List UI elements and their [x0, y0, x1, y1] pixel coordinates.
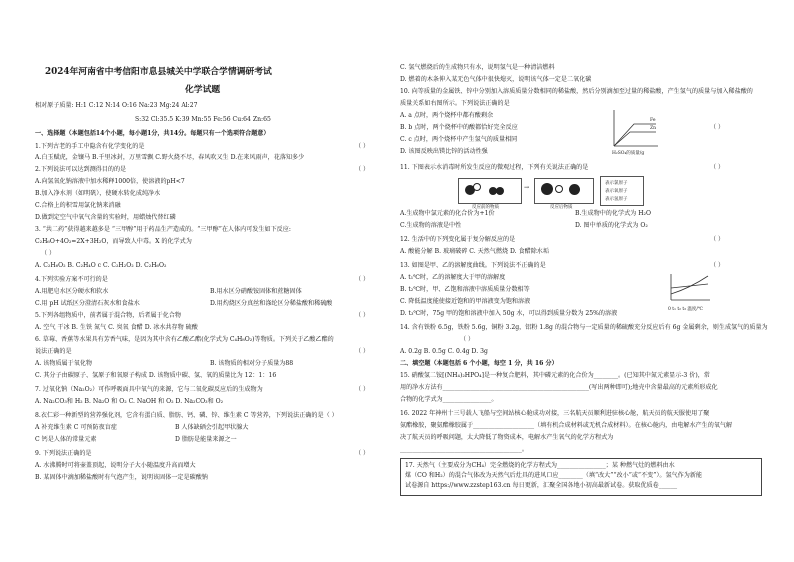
q12: 12. 生活中的下列变化属于复分解反应的是 — [400, 236, 516, 243]
q17-box — [400, 458, 762, 496]
q4-bracket: （ ） — [355, 276, 370, 283]
paper-title: 2024年河南省中考信阳市息县城关中学联合学情调研考试 — [45, 67, 272, 77]
q10-line2: 质量关系如右图所示。下列说法正确的是 — [400, 100, 510, 107]
q10-bracket: （ ） — [710, 124, 725, 131]
q6-option-cd: C. 其分子由碳原子、氢原子和氧原子构成 D. 该物质中碳、氢、氧的质量比为 12：1：16 — [35, 372, 277, 379]
q1: 1.下列古老的手工中隐含有化学变化的是 — [35, 143, 145, 150]
q2-option-a: A.向氢氧化钠溶液中加水稀释1000倍，使溶液的pH<7 — [35, 178, 185, 185]
q14-options: A. 0.2g B. 0.5g C. 0.4g D. 3g — [400, 348, 488, 355]
q10-option-b: B. b 点时，两个烧杯中的酸都恰好完全反应 — [400, 124, 518, 131]
q4: 4.下列实验方案不可行的是 — [35, 276, 108, 283]
q9-option-b: B. 某固体中滴加稀盐酸时有气泡产生，说明该固体一定是碳酸钠 — [35, 474, 208, 481]
q2-bracket: （ ） — [355, 166, 370, 173]
q11-legend-h: 表示氢原子 — [605, 197, 628, 202]
q6-bracket: （ ） — [355, 348, 370, 355]
q13-option-c: C. 降低温度能使接近饱和的甲溶液变为饱和溶液 — [400, 298, 531, 305]
q12-options: A. 酸能分解 B. 玻璃破碎 C. 天然气燃烧 D. 食醋除水垢 — [400, 248, 549, 255]
q6-option-b: B. 该物质的相对分子质量为88 — [210, 360, 294, 367]
q4-option-c: C.用 pH 试纸区分澄清石灰水和食盐水 — [35, 300, 140, 307]
q16-line3: 决了航天员的呼吸问题，太大降低了物资成本，电解水产生氧气的化学方程式为 — [400, 434, 614, 441]
q1-options: A.白玉赋虎，金镶马 B.千里冰封，万里雪飘 C.野火烧不尽，春风吹又生 D.在来风雨声，花落知多少 — [35, 154, 305, 161]
q13-option-d: D. t₃℃时，75g 甲的饱和溶液中加入 50g 水，可以得到质量分数为 25%的溶液 — [400, 310, 618, 317]
q9-bracket: （ ） — [355, 450, 370, 457]
q11-product-box — [534, 178, 594, 204]
q2-option-c: C.合格上的积雪用氯化钠来消融 — [35, 202, 121, 209]
q8-option-d: D 脂肪是能量来源之一 — [175, 436, 237, 443]
q15: 15. 硝酸氢二铵[(NH₄)₂HPO₄]是一种复合肥料，其中磷元素的化合价为________。(已知其中氮元素显示-3 价)，常 — [400, 372, 710, 379]
q14-bracket: （ ） — [460, 336, 475, 343]
q13-option-a: A. t₁℃时，乙的溶解度大于甲的溶解度 — [400, 274, 506, 281]
q15-line2: 用的净水方法有________________________________________________(写出两种即可);地壳中含量最高的元素所形成化 — [400, 384, 718, 391]
q13: 13. 如图是甲、乙的溶解度曲线。下列说法不正确的是 — [400, 262, 546, 269]
q11-option-b: B.生成物中的化学式为 H₂O — [575, 210, 651, 217]
atomic-masses-2: S:32 Cl:35.5 K:39 Mn:55 Fe:56 Cu:64 Zn:65 — [135, 116, 271, 123]
paper-subtitle: 化学试题 — [185, 85, 221, 95]
q15-line3: 合物的化学式为________________。 — [400, 396, 498, 403]
q11-caption-reactant: 反应前的物质 — [472, 205, 499, 210]
q9-option-d: D. 燃着的木条伸入某无色气体中很快熄灭，说明该气体一定是二氧化碳 — [400, 76, 592, 83]
q11-bracket: （ ） — [710, 164, 725, 171]
q10-figure — [610, 108, 660, 154]
q11-legend-o: 表示氧原子 — [605, 189, 628, 194]
section2-heading: 二、填空题（本题包括 6 个小题，每空 1 分，共 16 分） — [400, 360, 558, 367]
q10: 10. 向等质量的金属铁、锌中分别加入溶质质量分数相同的稀盐酸，然后分别滴加至过量的稀盐酸，产生氢气的质量与加入稀盐酸的 — [400, 88, 753, 95]
q4-option-a: A.用肥皂水区分硬水和软水 — [35, 288, 109, 295]
q7: 7. 过氧化钠（Na₂O₂）可作呼吸面具中氧气的来源，它与二氧化碳反应后的生成物为 — [35, 386, 263, 393]
q16: 16. 2022 年神州十三号载人飞船与空间站核心舱成功对接，三名航天员顺利进驻核心舱，航天员的航天服使用了聚 — [400, 410, 710, 417]
q10-figure-xlabel: H₂SO₄的质量/g — [612, 151, 645, 156]
q10-option-d: D. 该图反映出镁比锌的活动性强 — [400, 148, 488, 155]
q5: 5.下列各组物质中，前者属于混合物，后者属于化合物 — [35, 312, 181, 319]
q8: 8.衣仁彩一种新型的营养强化剂，它含有蛋白质、脂肪、钙、磷、锌、维生素 C 等营养，下列说法正确的是（ ） — [35, 412, 338, 419]
q10-figure-zn: Zn — [650, 126, 657, 131]
q11-caption-product: 反应后物质 — [550, 205, 573, 210]
q11-arrow: → — [524, 184, 530, 191]
q10-option-c: C. c 点时，两个烧杯中产生氢气的质量相同 — [400, 136, 518, 143]
q4-option-b: B.用水区分硝酸铵固体和蔗糖固体 — [210, 288, 302, 295]
q13-bracket: （ ） — [710, 262, 725, 269]
q8-option-b: B 人体缺硒会引起甲状腺大 — [175, 424, 249, 431]
q3-options: A. C₂H₆O₂ B. C₂H₄O c C. C₂H₂O₂ D. C₂H₆O₂ — [35, 262, 167, 269]
q17: 17. 天然气（主要成分为CH₄）完全燃烧的化学方程式为________________；某 种燃气灶的燃料由水 — [405, 462, 675, 469]
q5-bracket: （ ） — [355, 312, 370, 319]
q5-options: A. 空气 干冰 B. 生铁 氮气 C. 臭氧 食醋 D. 冰水共存物 硫酸 — [35, 324, 198, 331]
q8-option-a: A 补充维生素 C 可预防夜盲症 — [35, 424, 117, 431]
atomic-masses-1: 相对原子质量: H:1 C:12 N:14 O:16 Na:23 Mg:24 Al:27 — [35, 102, 198, 109]
q17-line3: 试卷源自 https://www.zzstep163.cn 每日更新，汇聚全国各地小初高最新试卷。获取优质卷______ — [405, 482, 678, 489]
q11-legend — [600, 176, 644, 206]
q6-option-a: A. 该物质属于氧化物 — [35, 360, 93, 367]
q9: 9. 下列说法正确的是 — [35, 450, 92, 457]
q7-bracket: （ ） — [355, 386, 370, 393]
q9-option-c: C. 氢气燃烧后的生成物只有水，说明氢气是一种清洁燃料 — [400, 64, 555, 71]
q1-bracket: （ ） — [355, 143, 370, 150]
q8-option-c: C 钙是人体的常量元素 — [35, 436, 97, 443]
q4-option-d: D.用灼烧区分真丝和涤纶区分稀盐酸和稀硫酸 — [210, 300, 333, 307]
q6-line2: 说法正确的是 — [35, 348, 72, 355]
q13-figure — [668, 272, 712, 306]
q11-legend-cl: 表示氯原子 — [605, 181, 628, 186]
q14: 14. 含有铁粉 6.5g，铁粉 5.6g，铜粉 3.2g，铝粉 1.8g 的混合物与一定质量的稀硫酸充分反应后有 6g 金属剩余，则生成氢气的质量为 — [400, 324, 768, 331]
section1-heading: 一、选择题（本题包括14个小题，每小题1分，共14分。每题只有一个选项符合题意） — [35, 130, 270, 137]
q10-option-a: A. a 点时，两个烧杯中都有酸剩余 — [400, 112, 494, 119]
q11-option-a: A.生成物中氯元素的化合价为+1价 — [400, 210, 495, 217]
q7-options: A. Na₂CO₃和 H₂ B. Na₂O 和 O₂ C. NaOH 和 O₂ D. Na₂CO₃和 O₂ — [35, 398, 224, 405]
q2-option-d: D.做到定空气中氧气含量的实验时，用蜡烛代替红磷 — [35, 214, 176, 221]
q17-line2: 煤（CO 和H₂）的混合气体改为天然气后灶具的进风口应________（填“改大”“改小”或“不变”）。氢气作为新能 — [405, 472, 703, 479]
q11-reactant-box — [458, 178, 522, 204]
q16-line4: ________________________________________。 — [400, 446, 528, 453]
q10-figure-fe: Fe — [650, 118, 656, 123]
q13-figure-xlabel: 0 t₁ t₂ t₃ 温度/℃ — [668, 307, 703, 312]
q3-bracket: （ ） — [41, 250, 56, 257]
q16-line2: 氨酯橡胶，聚氨酯橡胶属于____________________（填有机合成材料或无机合成材料）。在核心舱内，由电解水产生的氧气解 — [400, 422, 733, 429]
q3-equation: C₂H₆O+4O₂=2X+3H₂O，而导致人中毒。X 的化学式为 — [35, 238, 192, 245]
q12-bracket: （ ） — [710, 236, 725, 243]
q2: 2.下列说法可以达到测得目的的是 — [35, 166, 127, 173]
q3: 3. “共二药”获得越来越多是 “三甲醇”用于药品生产造成的。“三甲醇”在人体内可发生如下反应: — [35, 226, 291, 233]
q9-option-a: A. 水沸腾时可将壶盖顶起，说明分子大小随温度升高而增大 — [35, 462, 196, 469]
q11: 11. 下图表示水消毒时所发生反应的微观过程，下列有关说法正确的是 — [400, 164, 589, 171]
q13-option-b: B. t₂℃时，甲、乙饱和溶液中溶质质量分数相等 — [400, 286, 530, 293]
q11-option-d: D. 图中单质的化学式为 O₂ — [575, 222, 648, 229]
q6: 6. 草莓、香蕉等水果具有芳香气味，是因为其中含有乙酸乙酯(化学式为 C₄H₈O₂)等物质。下列关于乙酸乙酯的 — [35, 336, 334, 343]
q2-option-b: B.加入净水剂（如明矾），使硬水转化成纯净水 — [35, 190, 161, 197]
q11-option-c: C.生成物的溶液是中性 — [400, 222, 462, 229]
